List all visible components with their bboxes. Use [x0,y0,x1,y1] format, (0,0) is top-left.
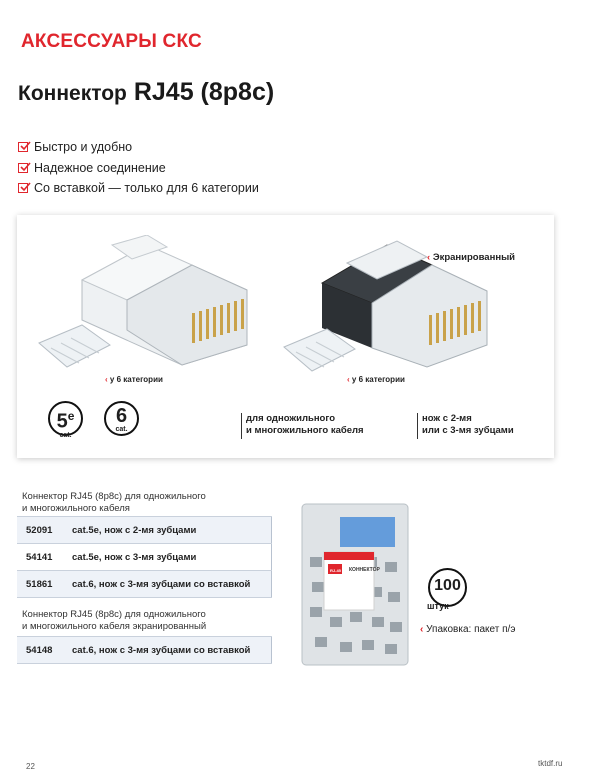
knife-info: нож с 2-мя или с 3-мя зубцами [422,413,514,436]
checkbox-icon [18,183,28,193]
article-code: 52091 [26,524,53,536]
feature-text: Со вставкой — только для 6 категории [34,181,259,196]
feature-list [18,137,259,199]
bag-label: КОННЕКТОР [349,567,380,573]
row-divider [17,597,272,598]
feature-item [18,137,259,158]
row-divider [17,663,272,664]
feature-item [18,178,259,199]
product-title-model: RJ45 (8p8c) [133,78,275,106]
checkbox-icon [18,163,28,173]
insert-image [282,327,357,375]
count-badge: 100 [428,568,467,607]
insert-caption-left: ‹ у 6 категории [105,375,163,384]
feature-text: Быстро и удобно [34,140,133,155]
article-desc: cat.6, нож с 3-мя зубцами со вставкой [72,578,251,590]
packing-label: ‹ Упаковка: пакет п/э [420,624,516,635]
chevron-left-icon: ‹ [105,375,108,384]
table-row [17,544,272,570]
checkbox-icon [18,142,28,152]
section-title: АКСЕССУАРЫ СКС [21,31,202,52]
table1-heading: Коннектор RJ45 (8p8c) для одножильного и многожильного кабеля [22,491,206,514]
table2-heading: Коннектор RJ45 (8p8c) для одножильного и многожильного кабеля экранированный [22,609,207,632]
bag-model: RJ-45 [330,568,341,573]
product-title-prefix: Коннектор [18,82,127,105]
divider [417,413,418,439]
page-number: 22 [26,762,35,771]
chevron-left-icon: ‹ [347,375,350,384]
article-code: 54148 [26,644,53,656]
insert-image [37,323,112,371]
count-label: штук [427,601,449,611]
feature-item [18,158,259,179]
table-row [17,571,272,597]
table-row [17,517,272,543]
article-desc: cat.5e, нож с 3-мя зубцами [72,551,197,563]
chevron-left-icon: ‹ [420,624,424,635]
cat5e-badge: 5e cat. [48,401,83,436]
divider [241,413,242,439]
product-image-panel [17,215,554,458]
shielded-caption: ‹ Экранированный [427,252,516,263]
article-desc: cat.6, нож с 3-мя зубцами со вставкой [72,644,251,656]
article-desc: cat.5e, нож с 2-мя зубцами [72,524,197,536]
cable-info: для одножильного и многожильного кабеля [246,413,364,436]
feature-text: Надежное соединение [34,160,166,175]
article-code: 54141 [26,551,53,563]
package-bag-image [300,502,410,667]
site-link[interactable]: tktdf.ru [538,759,563,768]
chevron-left-icon: ‹ [427,252,431,263]
insert-caption-right: ‹ у 6 категории [347,375,405,384]
product-title [18,78,274,107]
article-code: 51861 [26,578,53,590]
table-row [17,637,272,663]
cat6-badge: 6 cat. [104,401,139,436]
